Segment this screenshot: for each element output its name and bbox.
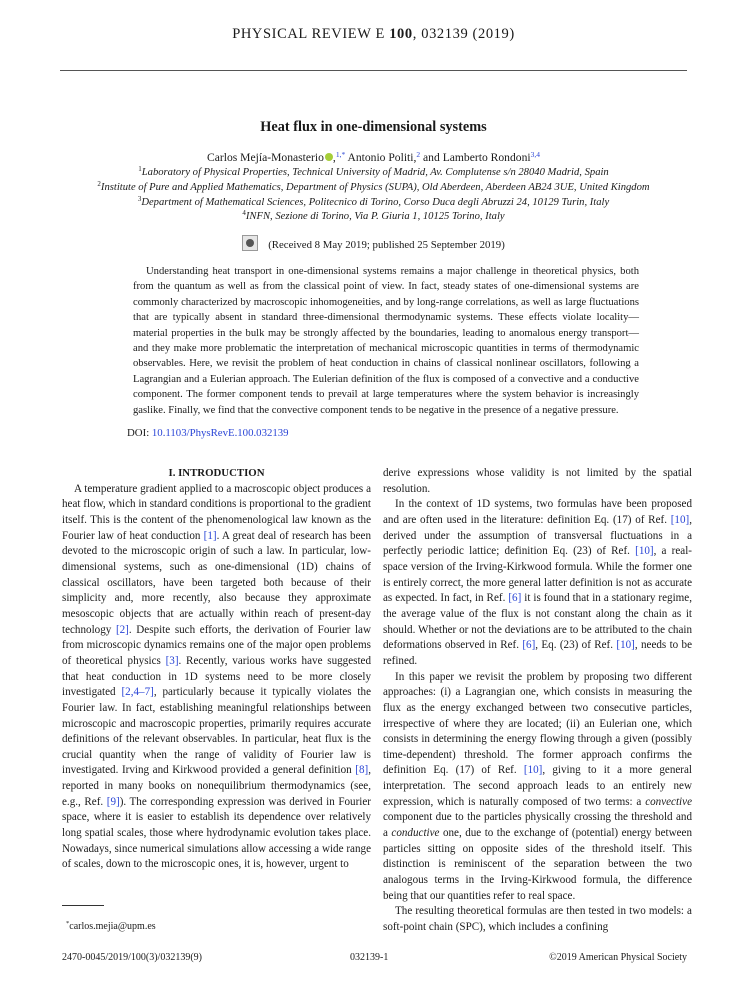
citation-link[interactable]: [2,4–7] [121, 686, 154, 699]
received-dates: (Received 8 May 2019; published 25 September 2019) [268, 239, 505, 251]
footer-page-number: 032139-1 [350, 952, 389, 963]
affiliation-text: INFN, Sezione di Torino, Via P. Giuria 1, 10125 Torino, Italy [245, 211, 505, 222]
header-rule [60, 70, 687, 71]
author-affil-ref[interactable]: 3,4 [530, 150, 540, 159]
orcid-icon[interactable] [325, 153, 333, 161]
journal-volume: 100 [389, 26, 413, 42]
paragraph: In this paper we revisit the problem by proposing two different approaches: (i) a Lagrangian one, which consists in measuring the flux as the energy exchanged between two consecutive particles, irrespective of where they are located; (ii) an Eulerian one, which consists in determining the energy flowing through a given (possibly time-dependent) threshold. The former approach confirms the definition Eq. (17) of Ref. [10], giving to it a more general interpretation. The second approach leads to an entirely new expression, which is naturally composed of two terms: a convective component due to the particles physically crossing the threshold and a conductive one, due to the exchange of (potential) energy between particles sitting on opposite sides of the threshold itself. This distinction is reminiscent of the separation between the two analogous terms in the Irving-Kirkwood formula, the difference being that our quantities refer to real space. [383, 670, 692, 902]
citation-link[interactable]: [2] [115, 623, 129, 636]
author-name: Lamberto Rondoni [442, 151, 531, 164]
affiliation-number: 4 [242, 209, 246, 217]
paragraph: A temperature gradient applied to a macroscopic object produces a heat flow, which in standard conditions is proportional to the gradient itself. This is the content of the phenomenological law known as the Fourier law of heat conduction [1]. A great deal of research has been devoted to the microscopic origin of such a law. In particular, low-dimensional systems, such as one-dimensional (1D) chains of classical oscillators, have been targeted both because of their simplicity and, more recently, also because they approximate mesoscopic objects that are actually within reach of present-day technology [2]. Despite such efforts, the derivation of Fourier law from microscopic dynamics remains one of the major open problems of theoretical physics [3]. Recently, various works have suggested that heat conduction in 1D systems need to be more closely investigated [2,4–7], particularly because it typically violates the Fourier law. In fact, establishing meaningful relationships between microscopic and macroscopic properties, primarily requires accurate definitions of the relevant observables. In particular, heat flux is the crucial quantity when the range of validity of Fourier law is investigated. Irving and Kirkwood provided a general definition [8], reported in many books on nonequilibrium thermodynamics (see, e.g., Ref. [9]). The corresponding expression was derived in Fourier space, where it is easier to establish its dependence over relatively long spatial scales, those where hydrodynamic evolution takes place. Nowadays, since numerical simulations allow accessing a wide range of scales, down to the microscopic ones, it is, however, urgent to [62, 482, 372, 871]
affiliation-number: 3 [137, 195, 142, 203]
author-affil-ref[interactable]: 1,* [335, 150, 346, 159]
affiliation-text: Laboratory of Physical Properties, Technical University of Madrid, Av. Complutense s/n 28040 Madrid, Spain [141, 167, 609, 178]
footer-issn: 2470-0045/2019/100(3)/032139(9) [62, 952, 202, 963]
affiliation [60, 195, 687, 208]
footnote [66, 920, 156, 932]
affiliation-number: 2 [97, 180, 101, 188]
article-info: , 032139 (2019) [412, 26, 515, 42]
emphasis: convective [645, 795, 692, 808]
received-line [60, 235, 687, 251]
footnote-mark: * [66, 920, 70, 927]
journal-name: PHYSICAL REVIEW E [232, 26, 385, 42]
abstract: Understanding heat transport in one-dimensional systems remains a major challenge in theoretical physics, both from the quantum as well as from the classical point of view. In fact, steady states of one-dimensional systems are commonly characterized by macroscopic inhomogeneities, and by long-range correlations, as well as large fluctuations that are typically absent in standard three-dimensional thermodynamic systems. These effects violate locality—material properties in the bulk may be strongly affected by the boundaries, leading to anomalous energy transport—and they make more problematic the interpretation of mechanical microscopic quantities in terms of thermodynamic observables. Here, we revisit the problem of heat conduction in chains of classical nonlinear oscillators, following a Lagrangian and a Eulerian approach. The Eulerian definition of the flux is composed of a convective and a conductive component. The former component tends to prevail at large temperatures where the system behavior is increasingly gaslike. Finally, we find that the convective component tends to be negative in the presence of a negative pressure. [133, 266, 639, 416]
citation-link[interactable]: [6] [508, 592, 522, 605]
paragraph: derive expressions whose validity is not limited by the spatial resolution. [383, 467, 692, 495]
affiliation [60, 165, 687, 178]
citation-link[interactable]: [10] [635, 545, 654, 558]
citation-link[interactable]: [10] [523, 764, 543, 777]
affiliation-text: Institute of Pure and Applied Mathematics, Department of Physics (SUPA), Old Aberdeen, Aberdeen AB24 3UE, United Kingdom [100, 182, 650, 193]
affiliation [60, 209, 687, 222]
footnote-rule [62, 905, 104, 906]
author-affil-ref[interactable]: 2 [416, 150, 421, 159]
section-heading: I. INTRODUCTION [168, 467, 265, 479]
citation-link[interactable]: [10] [616, 639, 635, 652]
paper-title: Heat flux in one-dimensional systems [260, 119, 487, 135]
citation-link[interactable]: [1] [203, 529, 217, 542]
citation-link[interactable]: [6] [522, 639, 536, 652]
emphasis: conductive [391, 827, 440, 840]
right-column [383, 466, 692, 936]
paragraph: The resulting theoretical formulas are then tested in two models: a soft-point chain (SPC), which includes a confining [383, 905, 692, 934]
check-for-updates-icon[interactable] [242, 235, 258, 251]
author-name: Carlos Mejía-Monasterio [207, 151, 324, 164]
author-list: Carlos Mejía-Monasterio ,$^{1,*}$ Antonio Politi,$^2$ and Lamberto Rondoni$^{3,4}$ [207, 150, 540, 164]
citation-link[interactable]: [9] [106, 795, 120, 808]
doi-link[interactable]: 10.1103/PhysRevE.100.032139 [151, 427, 289, 439]
citation-link[interactable]: [3] [165, 654, 179, 667]
affiliation [60, 180, 687, 193]
left-column [62, 466, 371, 873]
affiliation-text: Department of Mathematical Sciences, Politecnico di Torino, Corso Duca degli Abruzzi 24, 10129 Turin, Italy [141, 197, 610, 208]
author-name: Antonio Politi, [347, 151, 417, 164]
running-header [60, 26, 687, 43]
footer-copyright: ©2019 American Physical Society [549, 952, 687, 963]
paragraph: In the context of 1D systems, two formulas have been proposed and are often used in the literature: definition Eq. (17) of Ref. [10], derived under the assumption of transversal fluctuations in a perfectly periodic lattice; definition Eq. (23) of Ref. [10], a real-space version of the Irving-Kirkwood formula. While the former one is entirely correct, the more general latter definition is not as accurate as expected. In fact, in Ref. [6] it is found that in a stationary regime, the average value of the flux is not constant along the chain as it should. Whether or not the deviations are to be attributed to the chain deformations observed in Ref. [6], Eq. (23) of Ref. [10], needs to be refined. [383, 498, 692, 667]
doi-label: DOI: [127, 427, 150, 439]
citation-link[interactable]: [10] [670, 513, 690, 526]
corresponding-email[interactable]: carlos.mejia@upm.es [69, 921, 156, 932]
affiliation-number: 1 [138, 165, 142, 173]
citation-link[interactable]: [8] [355, 764, 369, 777]
doi-line [127, 427, 289, 439]
